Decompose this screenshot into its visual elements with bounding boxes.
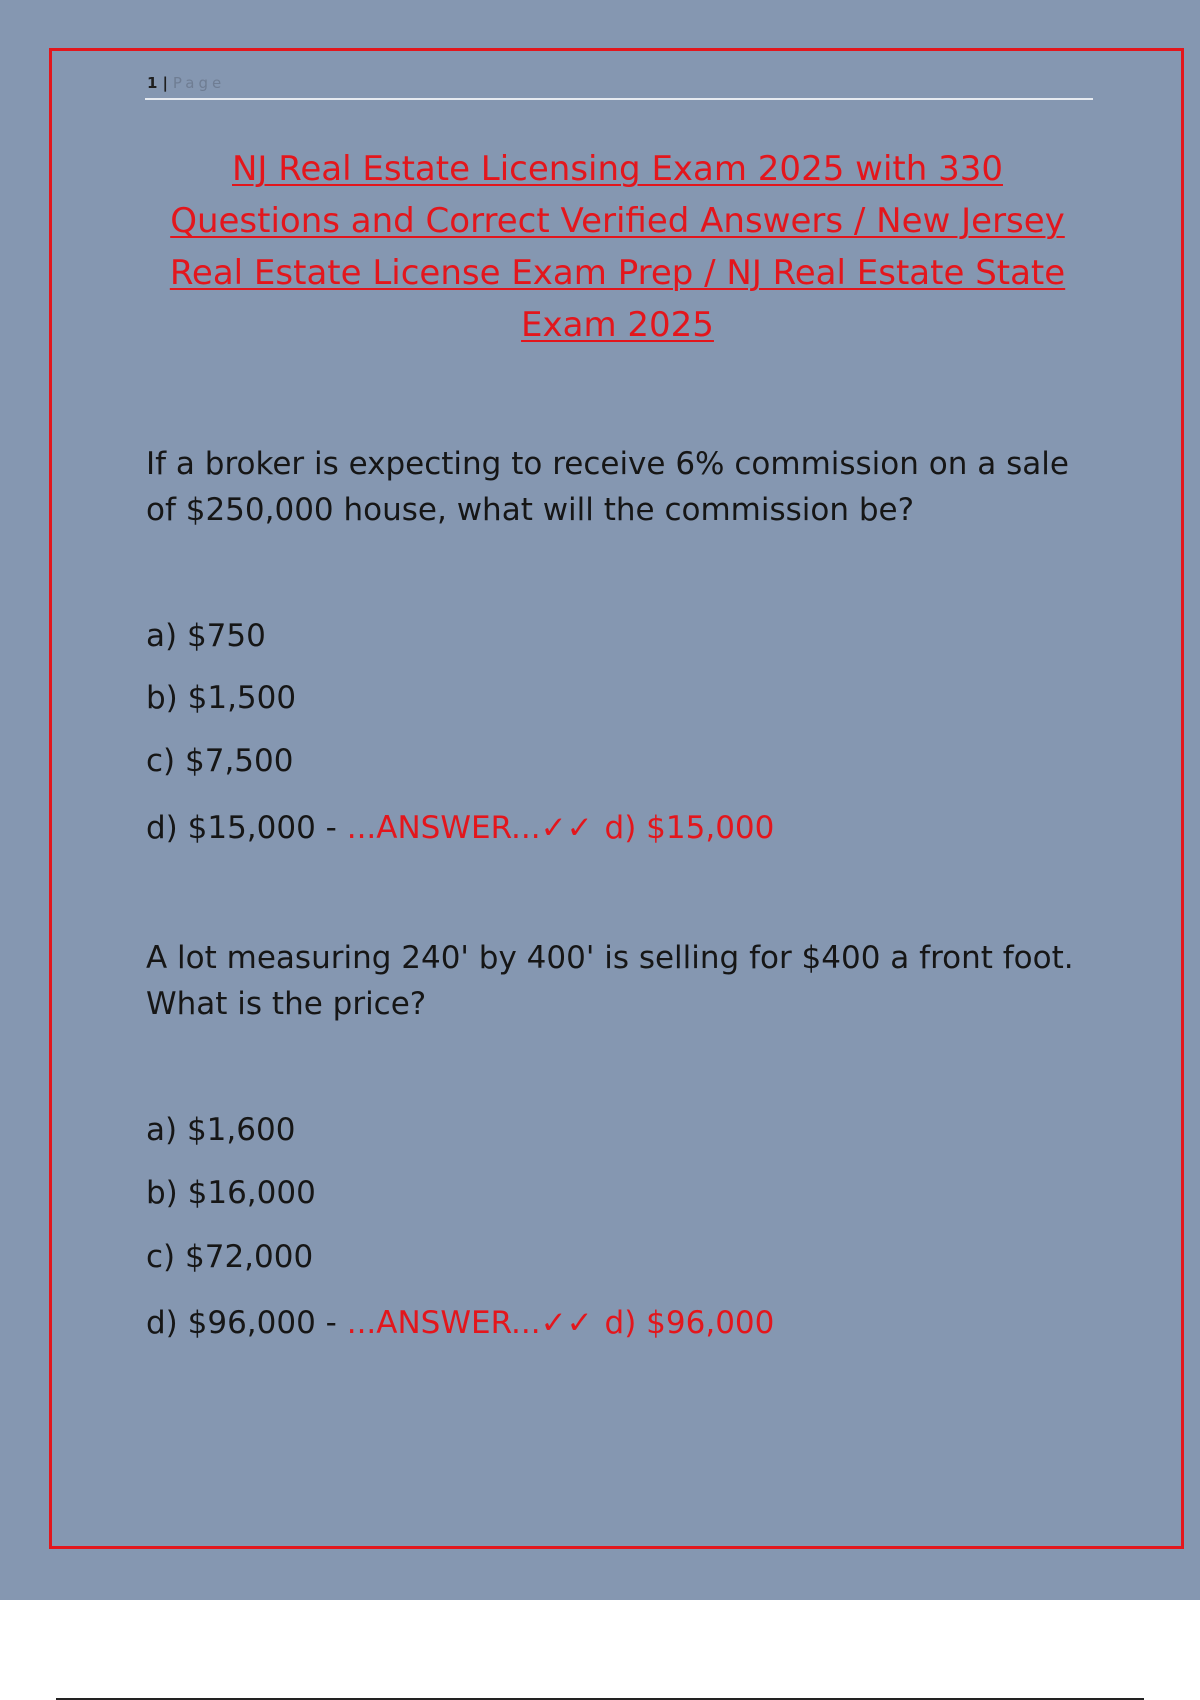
- question-2-option-b: b) $16,000: [146, 1175, 316, 1211]
- document-title: NJ Real Estate Licensing Exam 2025 with 330 Questions and Correct Verified Answers / New Jersey Real Estate License Exam Prep / NJ Real Estate State Exam 2025: [169, 149, 1066, 345]
- question-2-option-a: a) $1,600: [146, 1112, 296, 1148]
- question-2-answer-value: d) $96,000: [604, 1305, 775, 1341]
- page-separator: |: [162, 74, 169, 92]
- question-2-answer-label: ...ANSWER...✓✓: [346, 1305, 593, 1341]
- question-2-option-d-text: d) $96,000 -: [146, 1305, 337, 1341]
- question-1-text: If a broker is expecting to receive 6% commission on a sale of $250,000 house, what will the commission be?: [146, 446, 1069, 528]
- page-word: Page: [172, 74, 226, 92]
- question-2-option-d: [146, 1303, 774, 1343]
- question-1-option-d-text: d) $15,000 -: [146, 810, 337, 846]
- question-1-answer-value: d) $15,000: [604, 810, 775, 846]
- page-header: [145, 70, 1093, 100]
- question-2-text: A lot measuring 240' by 400' is selling for $400 a front foot. What is the price?: [146, 940, 1074, 1022]
- question-1-option-a: a) $750: [146, 618, 266, 654]
- question-1-answer-label: ...ANSWER...✓✓: [346, 810, 593, 846]
- page-number-label: [147, 74, 225, 92]
- question-1-option-b: b) $1,500: [146, 680, 297, 716]
- question-1-option-c: c) $7,500: [146, 743, 294, 779]
- question-2-option-c: c) $72,000: [146, 1239, 314, 1275]
- page-number: 1: [147, 74, 159, 92]
- question-1-option-d: [146, 808, 774, 848]
